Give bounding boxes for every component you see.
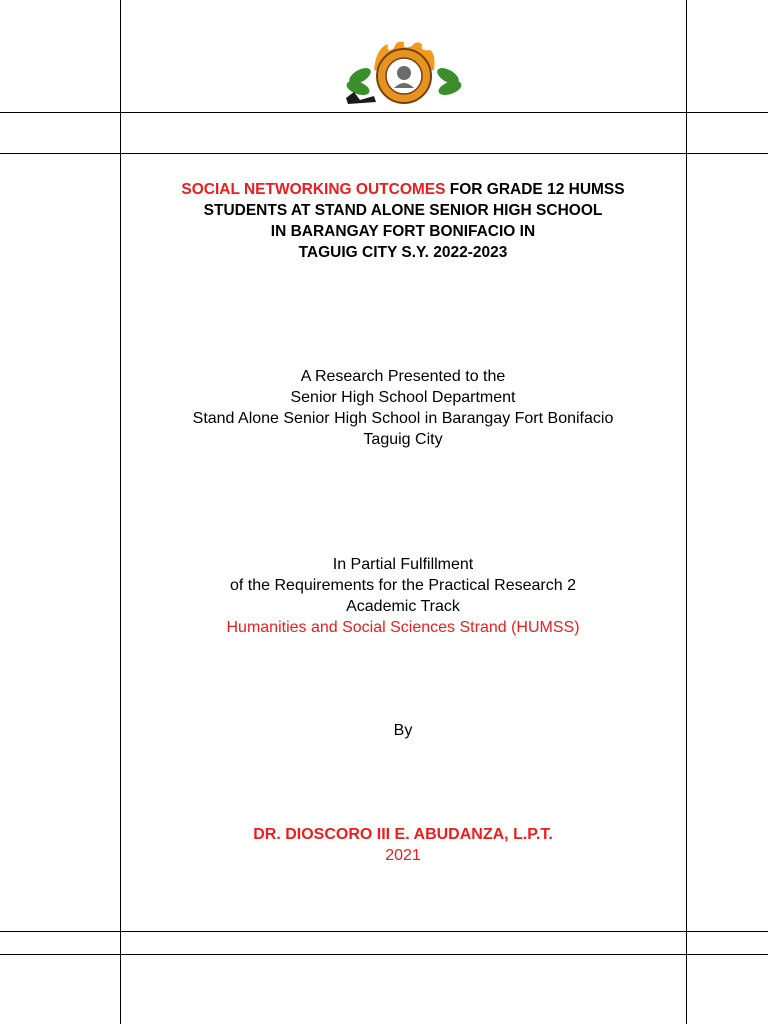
frame-bottom-line-2 <box>0 954 768 955</box>
frame-top-line-1 <box>0 112 768 113</box>
title-line-4: TAGUIG CITY S.Y. 2022-2023 <box>298 244 508 261</box>
presented-line-4: Taguig City <box>363 431 443 448</box>
presented-line-2: Senior High School Department <box>290 389 516 406</box>
title-line-2: STUDENTS AT STAND ALONE SENIOR HIGH SCHOOL <box>203 202 603 219</box>
frame-bottom-line-1 <box>0 931 768 932</box>
title-line-3: IN BARANGAY FORT BONIFACIO IN <box>270 223 536 240</box>
fulfillment-statement <box>120 554 686 638</box>
author-year: 2021 <box>385 847 421 864</box>
fulfillment-line-1: In Partial Fulfillment <box>332 556 474 573</box>
author-block <box>120 824 686 866</box>
title-rest: FOR GRADE 12 HUMSS <box>445 181 625 198</box>
frame-top-line-2 <box>0 153 768 154</box>
school-seal-logo <box>336 40 472 106</box>
title-line-1 <box>120 179 686 200</box>
by-label: By <box>393 722 413 739</box>
presentation-statement <box>120 366 686 450</box>
fulfillment-line-3: Academic Track <box>346 598 460 615</box>
document-title <box>120 179 686 263</box>
title-highlight: SOCIAL NETWORKING OUTCOMES <box>181 181 446 198</box>
presented-line-3: Stand Alone Senior High School in Barangay Fort Bonifacio <box>192 410 614 427</box>
author-name: DR. DIOSCORO III E. ABUDANZA, L.P.T. <box>253 826 553 843</box>
strand-name: Humanities and Social Sciences Strand (HUMSS) <box>226 619 580 636</box>
fulfillment-line-2: of the Requirements for the Practical Research 2 <box>230 577 576 594</box>
presented-line-1: A Research Presented to the <box>300 368 506 385</box>
